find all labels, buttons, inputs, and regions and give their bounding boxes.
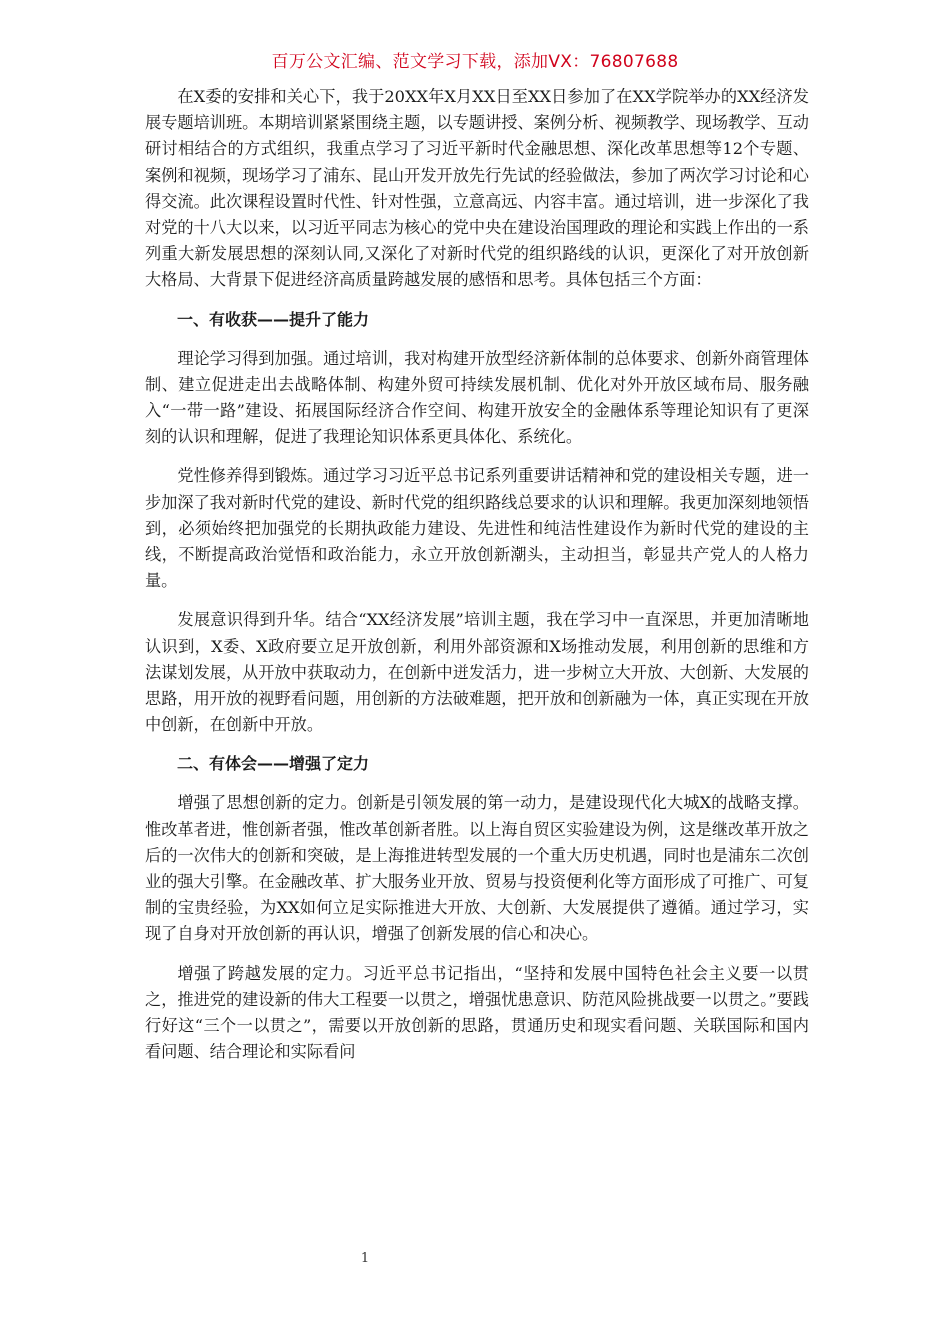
section-heading-2: 二、有体会——增强了定力 (177, 754, 370, 774)
paragraph-theory-study: 理论学习得到加强。通过培训，我对构建开放型经济新体制的总体要求、创新外商管理体制、建立促进走出去战略体制、构建外贸可持续发展机制、优化对外开放区域布局、服务融入“一带一路”建设、拓展国际经济合作空间、构建开放安全的金融体系等理论知识有了更深刻的认识和理解，促进了我理论知识体系更具体化、系统化。 (145, 348, 809, 447)
page-number: 1 (360, 1251, 370, 1266)
paragraph-innovation-resolve: 增强了思想创新的定力。创新是引领发展的第一动力，是建设现代化大城X的战略支撑。惟改革者进，惟创新者强，惟改革创新者胜。以上海自贸区实验建设为例，这是继改革开放之后的一次伟大的创新和突破，是上海推进转型发展的一个重大历史机遇，同时也是浦东二次创业的强大引擎。在金融改革、扩大服务业开放、贸易与投资便利化等方面形成了可推广、可复制的宝贵经验，为XX如何立足实际推进大开放、大创新、大发展提供了遵循。通过学习，实现了自身对开放创新的再认识，增强了创新发展的信心和决心。 (145, 793, 809, 944)
paragraph-development-awareness: 发展意识得到升华。结合“XX经济发展”培训主题，我在学习中一直深思，并更加清晰地认识到，X委、X政府要立足开放创新，利用外部资源和X场推动发展，利用创新的思维和方法谋划发展，从开放中获取动力，在创新中迸发活力，进一步树立大开放、大创新、大发展的思路，用开放的视野看问题，用创新的方法破难题，把开放和创新融为一体，真正实现在开放中创新，在创新中开放。 (145, 610, 809, 735)
paragraph-leap-development: 增强了跨越发展的定力。习近平总书记指出，“坚持和发展中国特色社会主义要一以贯之，推进党的建设新的伟大工程要一以贯之，增强忧患意识、防范风险挑战要一以贯之。”要践行好这“三个一以贯之”，需要以开放创新的思路，贯通历史和现实看问题、关联国际和国内看问题、结合理论和实际看问 (145, 963, 809, 1062)
intro-paragraph: 在X委的安排和关心下，我于20XX年X月XX日至XX日参加了在XX学院举办的XX经济发展专题培训班。本期培训紧紧围绕主题，以专题讲授、案例分析、视频教学、现场教学、互动研讨相结合的方式组织，我重点学习了习近平新时代金融思想、深化改革思想等12个专题、案例和视频，现场学习了浦东、昆山开发开放先行先试的经验做法，参加了两次学习讨论和心得交流。此次课程设置时代性、针对性强，立意高远、内容丰富。通过培训，进一步深化了我对党的十八大以来，以习近平同志为核心的党中央在建设治国理政的理论和实践上作出的一系列重大新发展思想的深刻认同,又深化了对新时代党的组织路线的认识，更深化了对开放创新大格局、大背景下促进经济高质量跨越发展的感悟和思考。具体包括三个方面： (145, 87, 809, 290)
section-heading-1: 一、有收获——提升了能力 (177, 309, 370, 329)
document-body (145, 84, 809, 1079)
paragraph-party-spirit: 党性修养得到锻炼。通过学习习近平总书记系列重要讲话精神和党的建设相关专题，进一步加深了我对新时代党的建设、新时代党的组织路线总要求的认识和理解。我更加深刻地领悟到，必须始终把加强党的长期执政能力建设、先进性和纯洁性建设作为新时代党的建设的主线，不断提高政治觉悟和政治能力，永立开放创新潮头，主动担当，彰显共产党人的人格力量。 (145, 466, 809, 591)
download-banner: 百万公文汇编、范文学习下载，添加VX：76807688 (271, 52, 679, 72)
